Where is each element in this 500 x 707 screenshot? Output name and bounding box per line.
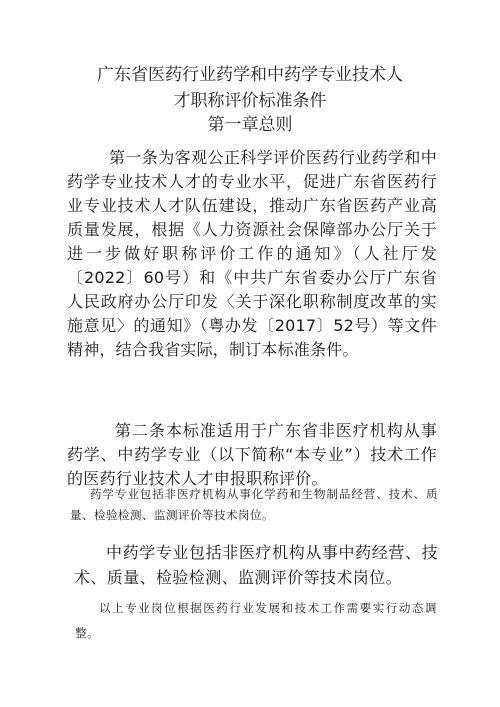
article-1-paragraph: 第一条为客观公正科学评价医药行业药学和中药学专业技术人才的专业水平，促进广东省医药行业专业技术人才队伍建设，推动广东省医药产业高质量发展，根据《人力资源社会保障部办公厅关于进一步做好职称评价工作的通知》（人社厅发〔2022〕60号）和《中共广东省委办公厅广东省人民政府办公厅印发〈关于深化职称制度改革的实施意见〉的通知》（粤办发〔2017〕52号）等文件精神，结合我省实际，制订本标准条件。 — [67, 148, 437, 359]
pharmacy-scope-paragraph: 药学专业包括非医疗机构从事化学药和生物制品经营、技术、质量、检验检测、监测评价等技术岗位。 — [70, 487, 438, 522]
chapter-heading: 第一章总则 — [207, 115, 293, 135]
document-title-line-1: 广东省医药行业药学和中药学专业技术人 — [97, 65, 403, 85]
dynamic-adjustment-paragraph: 以上专业岗位根据医药行业发展和技术工作需要实行动态调整。 — [75, 601, 437, 640]
tcm-pharmacy-scope-paragraph: 中药学专业包括非医疗机构从事中药经营、技术、质量、检验检测、监测评价等技术岗位。 — [74, 543, 438, 587]
article-2-paragraph: 第二条本标准适用于广东省非医疗机构从事药学、中药学专业（以下简称“本专业”）技术工作的医药行业技术人才申报职称评价。 — [67, 421, 437, 488]
document-title-line-2: 才职称评价标准条件 — [173, 91, 327, 111]
